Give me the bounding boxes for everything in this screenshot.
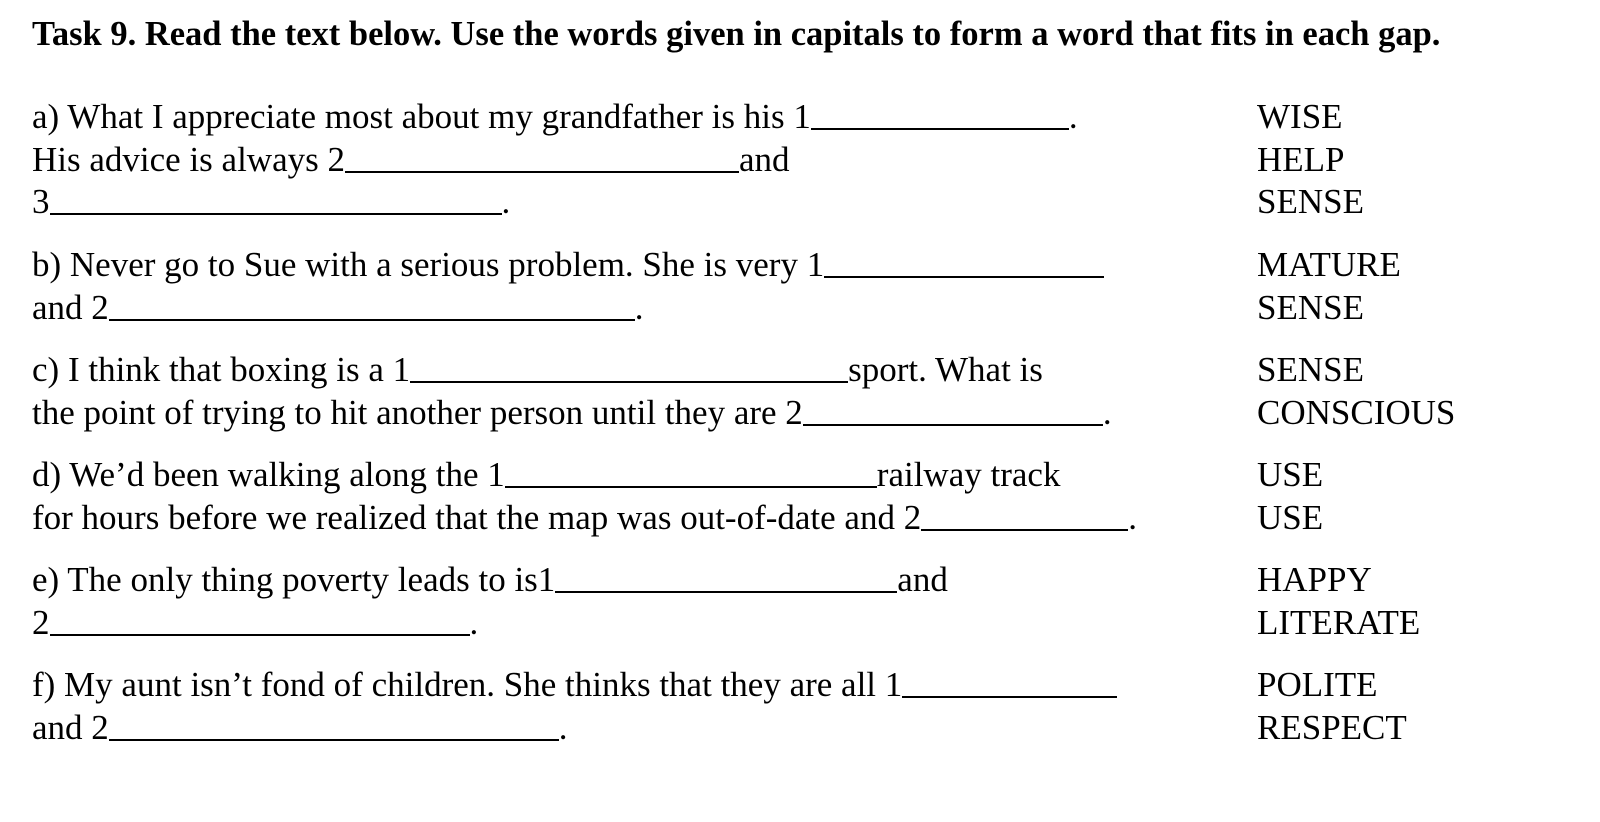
item-d-gap-1[interactable] — [505, 456, 877, 488]
item-a-gap-1[interactable] — [811, 98, 1069, 130]
item-e-gap-2[interactable] — [50, 604, 470, 636]
item-c-gap-2[interactable] — [803, 394, 1103, 426]
item-a-text-1: a) What I appreciate most about my grandfather is his 1 — [32, 97, 811, 136]
item-f-word-2: RESPECT — [1257, 708, 1407, 747]
item-a-punct-3: . — [501, 182, 511, 221]
item-e-line-2 — [32, 603, 478, 643]
item-c-gap-1[interactable] — [410, 351, 848, 383]
item-c-word-1: SENSE — [1257, 350, 1364, 389]
item-e-and: and — [897, 560, 948, 599]
item-d-line-2 — [32, 498, 1137, 538]
item-d-word-2: USE — [1257, 498, 1324, 537]
item-e-text-2: 2 — [32, 603, 50, 642]
item-a-punct-1: . — [1068, 97, 1078, 136]
item-b-line-2 — [32, 288, 644, 328]
item-a-line-1 — [32, 97, 1078, 137]
item-d-text-2: for hours before we realized that the map was out-of-date and 2 — [32, 498, 922, 537]
item-b-punct-2: . — [634, 288, 644, 327]
item-a-line-3 — [32, 182, 510, 222]
item-d-gap-2[interactable] — [921, 499, 1128, 531]
item-a-and: and — [738, 140, 790, 179]
item-a-text-2: His advice is always 2 — [32, 140, 345, 179]
item-b-gap-1[interactable] — [824, 246, 1104, 278]
item-a-gap-3[interactable] — [50, 183, 502, 215]
item-a-word-3: SENSE — [1257, 182, 1364, 221]
item-f-line-1 — [32, 665, 1117, 705]
item-b-gap-2[interactable] — [109, 289, 635, 321]
item-a-line-2 — [32, 140, 790, 180]
item-c-line-2 — [32, 393, 1112, 433]
item-f-word-1: POLITE — [1257, 665, 1378, 704]
item-f-text-2: and 2 — [32, 708, 109, 747]
item-e-word-1: HAPPY — [1257, 560, 1372, 599]
item-c-text-1: c) I think that boxing is a 1 — [32, 350, 411, 389]
item-a-word-2: HELP — [1257, 140, 1345, 179]
item-c-text-2: the point of trying to hit another person until they are 2 — [32, 393, 803, 432]
item-e-line-1 — [32, 560, 948, 600]
item-c-text-1b: sport. What is — [848, 350, 1043, 389]
item-d-text-1: d) We’d been walking along the 1 — [32, 455, 505, 494]
item-d-line-1 — [32, 455, 1060, 495]
item-c-word-2: CONSCIOUS — [1257, 393, 1456, 432]
item-b-line-1 — [32, 245, 1104, 285]
item-f-text-1: f) My aunt isn’t fond of children. She thinks that they are all 1 — [32, 665, 903, 704]
item-e-word-2: LITERATE — [1257, 603, 1421, 642]
item-d-word-1: USE — [1257, 455, 1324, 494]
item-a-word-1: WISE — [1257, 97, 1343, 136]
item-c-punct-2: . — [1102, 393, 1112, 432]
item-f-gap-1[interactable] — [902, 666, 1117, 698]
item-c-line-1 — [32, 350, 1043, 390]
item-d-punct-2: . — [1128, 498, 1137, 537]
item-e-gap-1[interactable] — [555, 561, 897, 593]
item-a-gap-2[interactable] — [345, 141, 739, 173]
task-title: Task 9. Read the text below. Use the words given in capitals to form a word that fits in each gap. — [32, 15, 1441, 53]
item-e-text-1: e) The only thing poverty leads to is1 — [32, 560, 556, 599]
item-b-text-1: b) Never go to Sue with a serious problem. She is very 1 — [32, 245, 825, 284]
item-b-text-2: and 2 — [32, 288, 109, 327]
item-b-word-1: MATURE — [1257, 245, 1401, 284]
item-f-gap-2[interactable] — [109, 709, 559, 741]
item-d-text-1b: railway track — [876, 455, 1061, 494]
item-f-punct-2: . — [558, 708, 568, 747]
item-f-line-2 — [32, 708, 568, 748]
item-e-punct-2: . — [469, 603, 479, 642]
item-b-word-2: SENSE — [1257, 288, 1364, 327]
item-a-text-3: 3 — [32, 182, 50, 221]
